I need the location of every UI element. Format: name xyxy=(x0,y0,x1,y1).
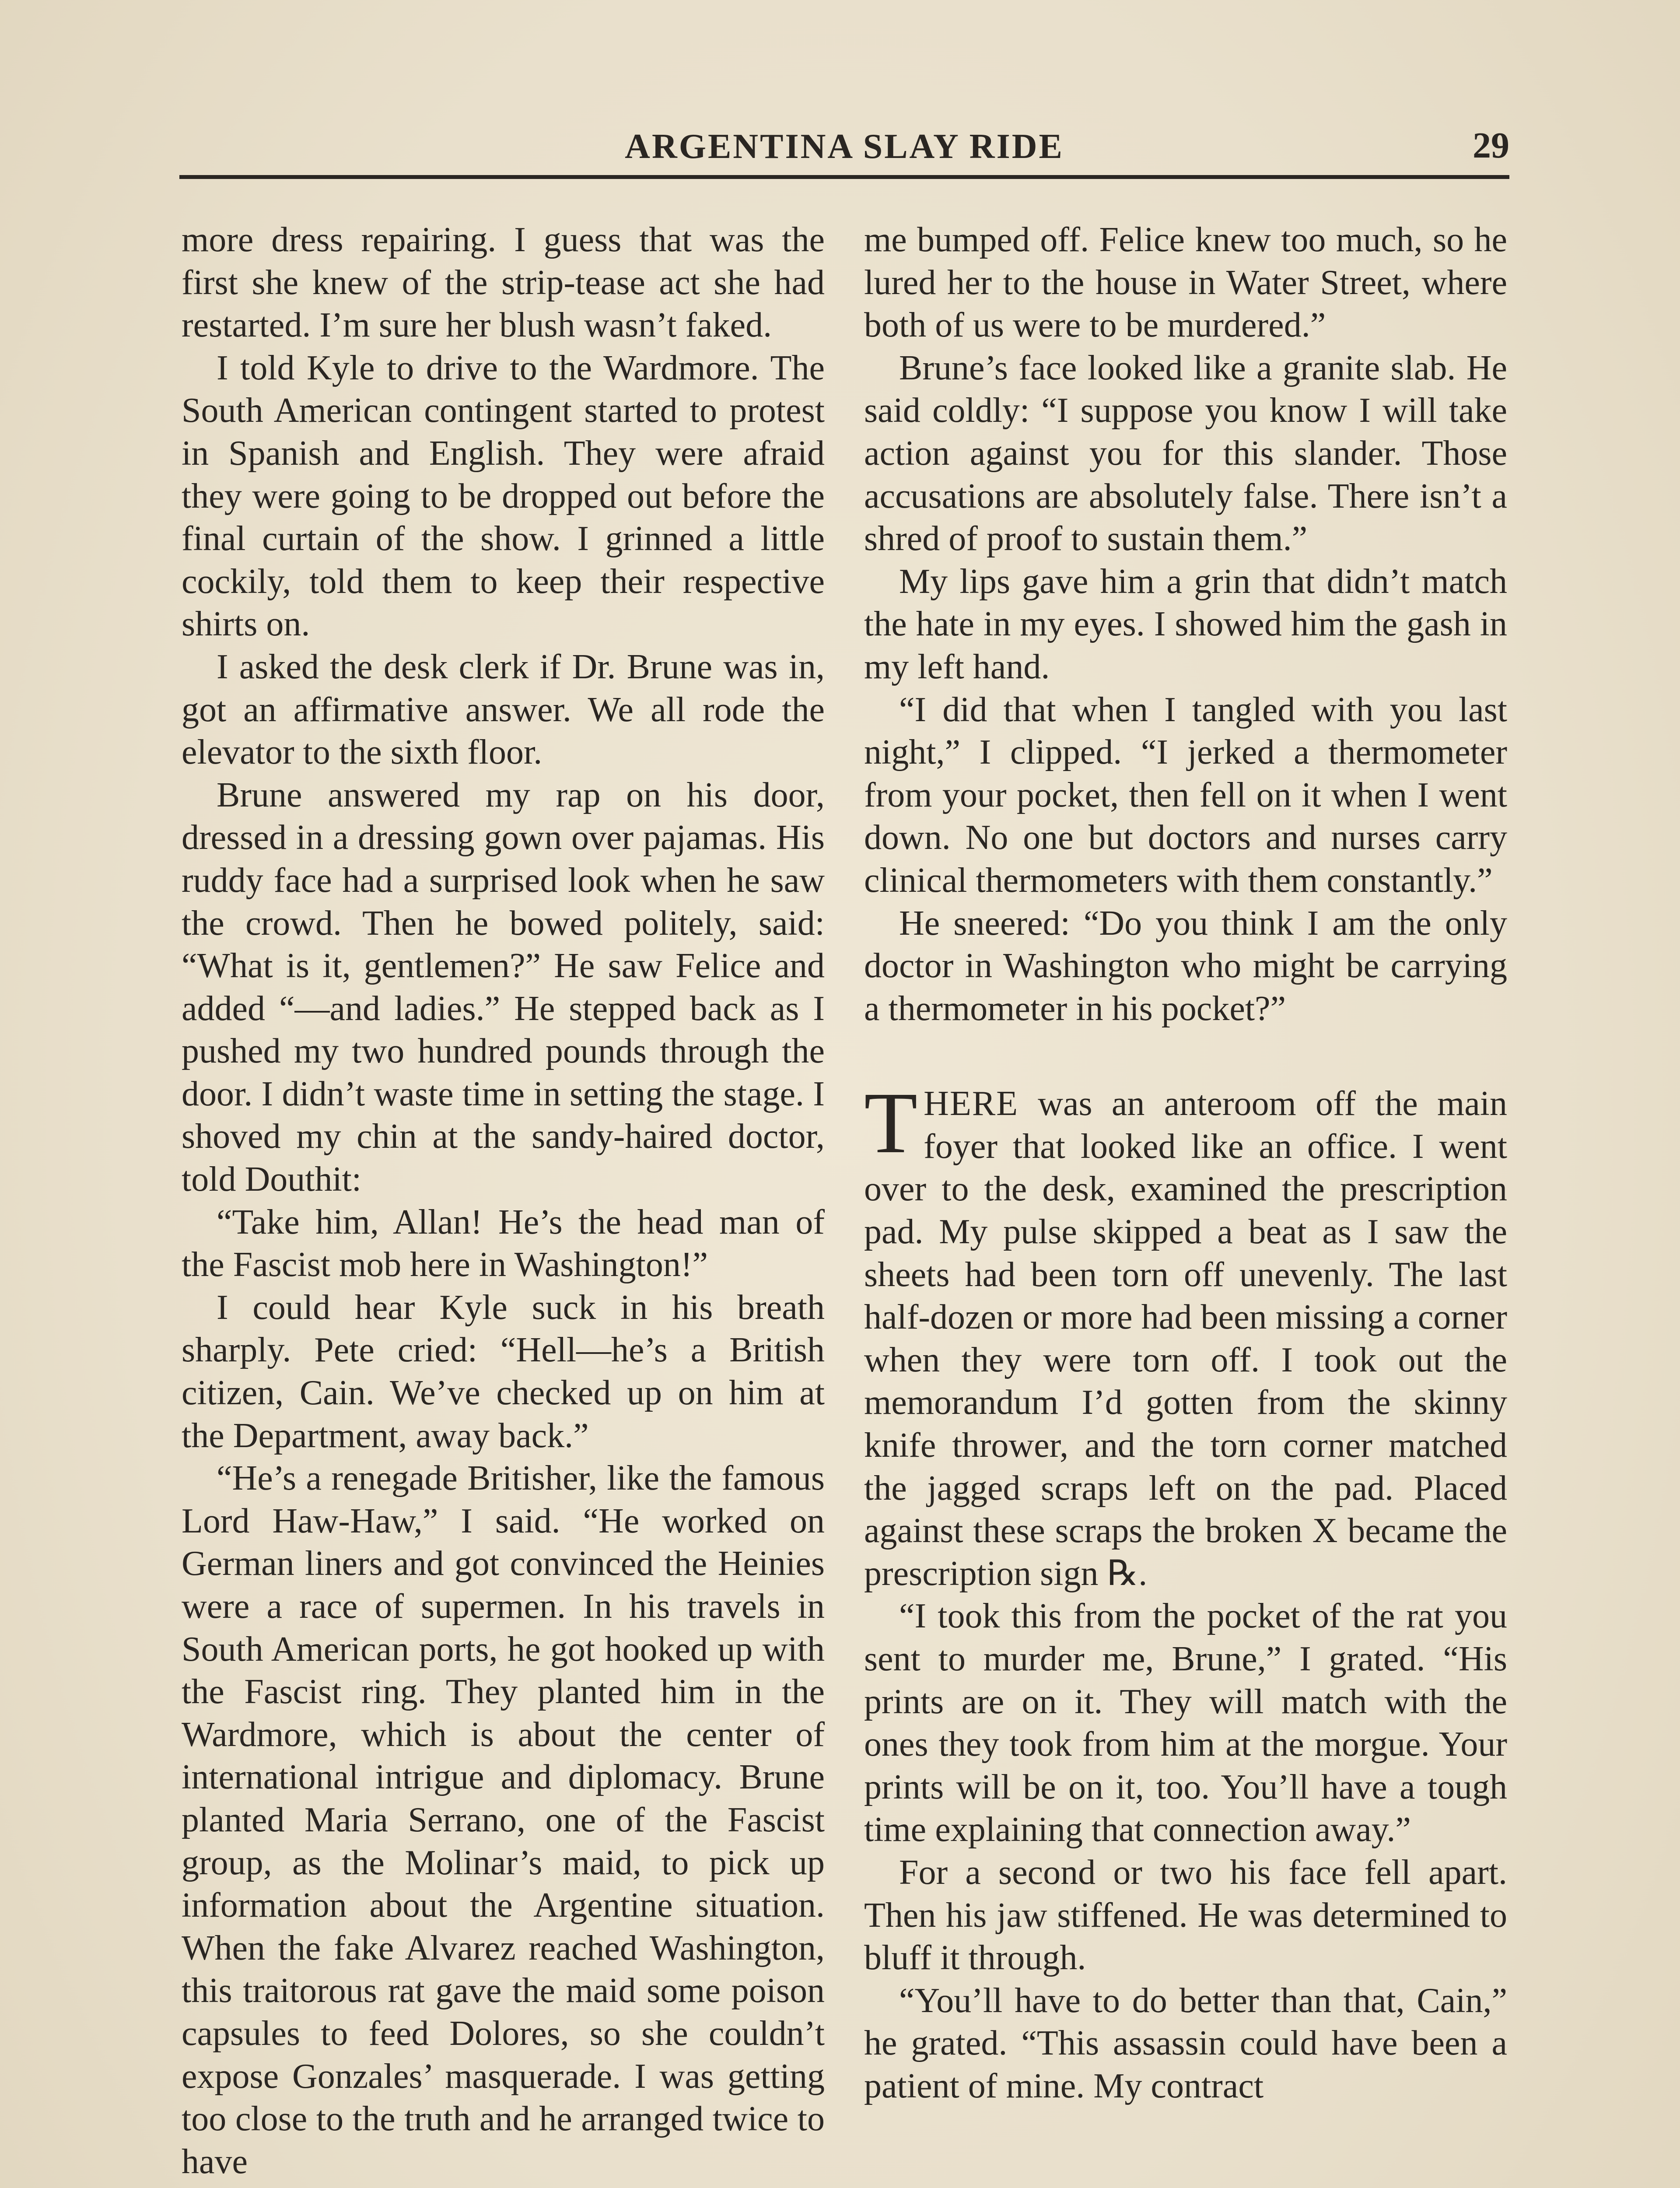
page-number: 29 xyxy=(1473,125,1509,166)
running-title: ARGENTINA SLAY RIDE xyxy=(625,127,1064,166)
drop-cap: T xyxy=(864,1075,918,1172)
left-column xyxy=(182,219,825,2183)
paragraph: “Take him, Allan! He’s the head man of the Fascist mob here in Washington!” xyxy=(182,1203,825,1284)
right-column xyxy=(864,219,1507,2108)
paragraph: “He’s a renegade Britisher, like the famous Lord Haw-Haw,” I said. “He worked on German liners and got convinced the Heinies were a race of supermen. In his travels in South American ports, he got hooked up with the Fascist ring. They planted him in the Wardmore, which is about the center of international intrigue and diplomacy. Brune planted Maria Serrano, one of the Fascist group, as the Molinar’s maid, to pick up information about the Argentine situation. When the fake Alvarez reached Washington, this traitorous rat gave the maid some poison capsules to feed Dolores, so she couldn’t expose Gonzales’ masquerade. I was getting too close to the truth and he arranged twice to have xyxy=(182,1459,825,2181)
paragraph: Brune’s face looked like a granite slab. He said coldly: “I suppose you know I will take action against you for this slander. Those accusations are absolutely false. There isn’t a shred of proof to sustain them.” xyxy=(864,348,1507,558)
paragraph: I could hear Kyle suck in his breath sharply. Pete cried: “Hell—he’s a British citizen, Cain. We’ve checked up on him at the Department, away back.” xyxy=(182,1288,825,1455)
page-header xyxy=(179,118,1509,179)
paragraph: me bumped off. Felice knew too much, so he lured her to the house in Water Street, where both of us were to be murdered.” xyxy=(864,221,1507,345)
paragraph: Brune answered my rap on his door, dressed in a dressing gown over pajamas. His ruddy face had a surprised look when he saw the crowd. Then he bowed politely, said: “What is it, gentlemen?” He saw Felice and added “—and ladies.” He stepped back as I pushed my two hundred pounds through the door. I didn’t waste time in setting the stage. I shoved my chin at the sandy-haired doctor, told Douthit: xyxy=(182,775,825,1199)
paragraph: “You’ll have to do better than that, Cain,” he grated. “This assassin could have been a patient of mine. My contract xyxy=(864,1981,1507,2105)
section-opening-paragraph xyxy=(864,1075,1507,1595)
paragraph: I told Kyle to drive to the Wardmore. The South American contingent started to protest in Spanish and English. They were afraid they were going to be dropped out before the final curtain of the show. I grinned a little cockily, told them to keep their respective shirts on. xyxy=(182,348,825,644)
paragraph: He sneered: “Do you think I am the only doctor in Washington who might be carrying a thermometer in his pocket?” xyxy=(864,904,1507,1028)
paragraph: For a second or two his face fell apart. Then his jaw stiffened. He was determined to bluff it through. xyxy=(864,1853,1507,1978)
paragraph: “I took this from the pocket of the rat you sent to murder me, Brune,” I grated. “His prints are on it. They will match with the ones they took from him at the morgue. Your prints will be on it, too. You’ll have a tough time explaining that connection away.” xyxy=(864,1597,1507,1849)
paragraph: My lips gave him a grin that didn’t match the hate in my eyes. I showed him the gash in my left hand. xyxy=(864,562,1507,686)
paragraph: more dress repairing. I guess that was the first she knew of the strip-tease act she had restarted. I’m sure her blush wasn’t faked. xyxy=(182,221,825,345)
small-caps-lead: HERE xyxy=(924,1084,1019,1123)
paragraph: I asked the desk clerk if Dr. Brune was in, got an affirmative answer. We all rode the elevator to the sixth floor. xyxy=(182,647,825,772)
section-text: was an anteroom off the main foyer that looked like an office. I went over to the desk, examined the prescription pad. My pulse skipped a beat as I saw the sheets had been torn off unevenly. The last half-dozen or more had been missing a corner when they were torn off. I took out the memorandum I’d gotten from the skinny knife thrower, and the torn corner matched the jagged scraps left on the pad. Placed against these scraps the broken X became the prescription sign ℞. xyxy=(864,1084,1507,1593)
paragraph: “I did that when I tangled with you last night,” I clipped. “I jerked a thermometer from your pocket, then fell on it when I went down. No one but doctors and nurses carry clinical thermometers with them constantly.” xyxy=(864,690,1507,900)
